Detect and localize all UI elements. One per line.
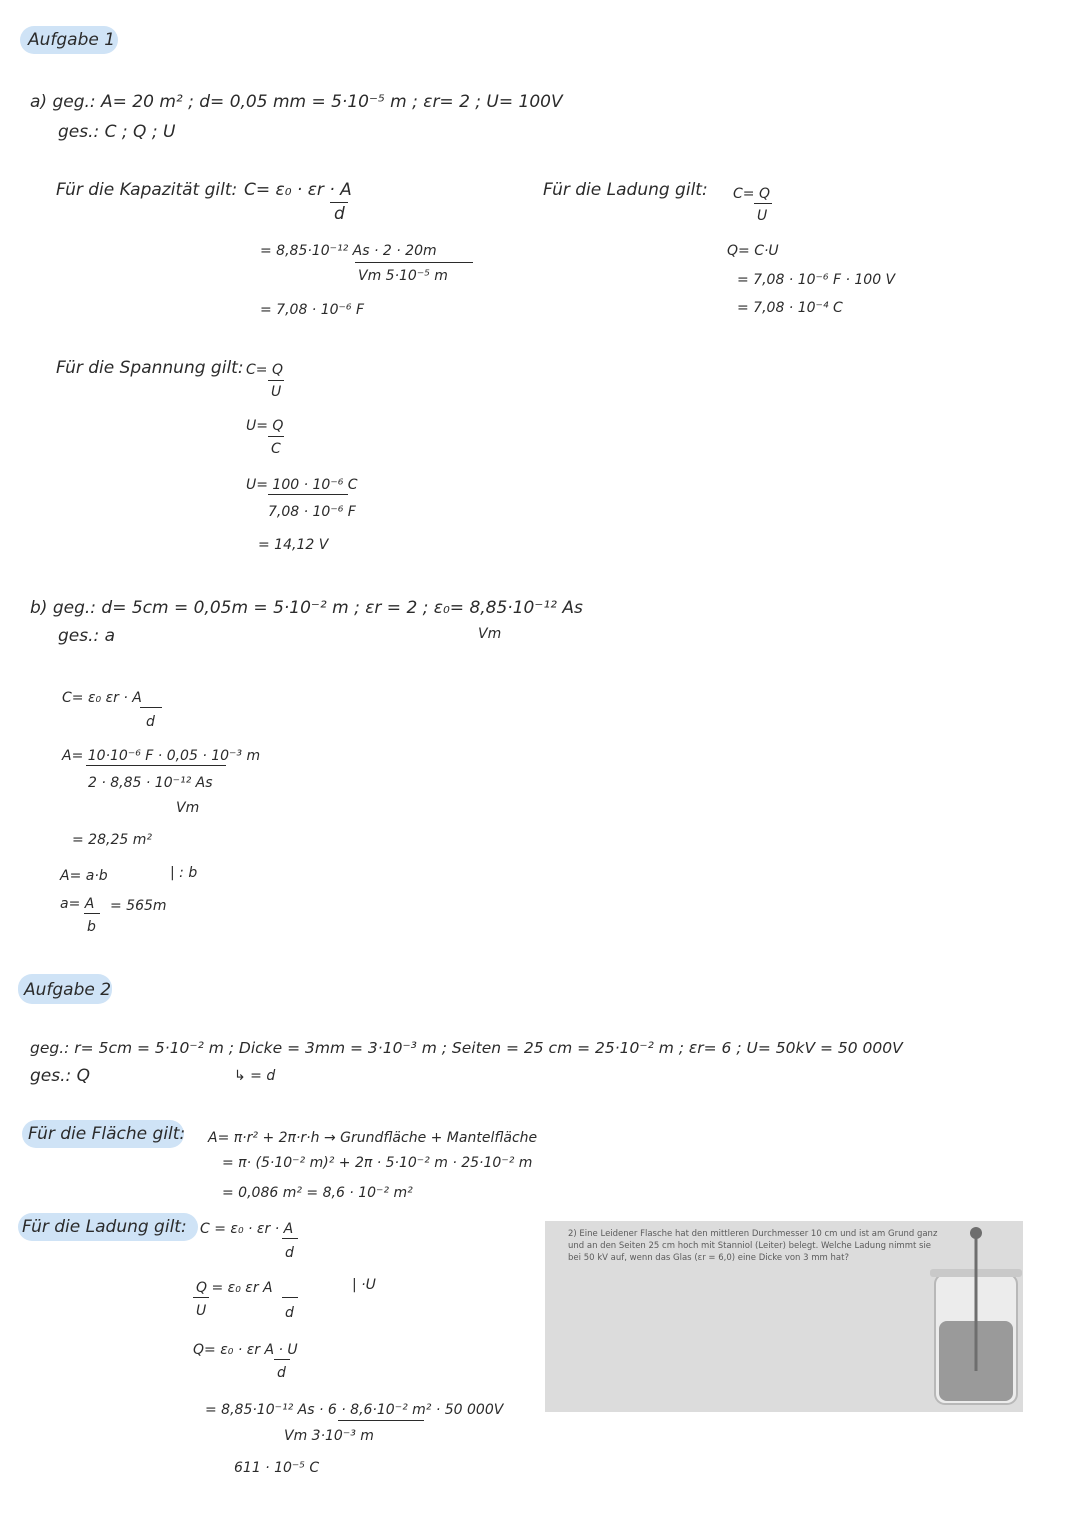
area-substitution: = π· (5·10⁻² m)² + 2π · 5·10⁻² m · 25·10⁻² m	[222, 1155, 533, 1171]
charge-label: Für die Ladung gilt:	[543, 180, 708, 200]
area-result: = 0,086 m² = 8,6 · 10⁻² m²	[222, 1185, 413, 1201]
part-b-area-formula: A= 10·10⁻⁶ F · 0,05 · 10⁻³ m	[62, 748, 261, 764]
fraction-bar	[330, 202, 348, 203]
charge-substitution-2-denominator: Vm 3·10⁻³ m	[284, 1428, 374, 1444]
part-b-rect-area: A= a·b	[60, 868, 108, 884]
charge-solve: Q= C·U	[727, 243, 779, 259]
area-formula: A= π·r² + 2π·r·h → Grundfläche + Mantelfläche	[208, 1130, 538, 1146]
task-photo-text: 2) Eine Leidener Flasche hat den mittleren Durchmesser 10 cm und ist am Grund ganz und an den Seiten 25 cm hoch mit Stanniol (Leiter) belegt. Welche Ladung nimmt sie bei 50 kV auf, wenn das Glas (εr = 6,0) eine Dicke von 3 mm hat?	[568, 1229, 938, 1263]
part-b-given: b) geg.: d= 5cm = 0,05m = 5·10⁻² m ; εr = 2 ; ε₀= 8,85·10⁻¹² As	[30, 598, 583, 618]
fraction-bar	[193, 1297, 209, 1298]
voltage-label: Für die Spannung gilt:	[56, 358, 244, 378]
voltage-substitution-denominator: 7,08 · 10⁻⁶ F	[268, 504, 356, 520]
charge-formula-2: C = ε₀ · εr · A	[200, 1221, 294, 1237]
voltage-result: = 14,12 V	[258, 537, 329, 553]
part-b-formula-denominator: d	[146, 714, 155, 730]
fraction-bar	[282, 1297, 298, 1298]
part-b-formula: C= ε₀ εr · A	[62, 690, 142, 706]
charge-substitution: = 7,08 · 10⁻⁶ F · 100 V	[737, 272, 896, 288]
task-2-sought: ges.: Q	[30, 1066, 91, 1086]
fraction-bar	[84, 913, 100, 914]
fraction-bar	[355, 262, 473, 263]
charge-rearranged-left-denominator: U	[196, 1303, 207, 1319]
part-a-sought: ges.: C ; Q ; U	[58, 122, 176, 142]
part-a-given: a) geg.: A= 20 m² ; d= 0,05 mm = 5·10⁻⁵ m ; εr= 2 ; U= 100V	[30, 92, 563, 112]
charge-rearranged-operation: | ·U	[352, 1277, 376, 1293]
part-b-area-denominator: 2 · 8,85 · 10⁻¹² As	[88, 775, 213, 791]
voltage-solve-denominator: C	[271, 441, 281, 457]
voltage-solve: U= Q	[246, 418, 284, 434]
task-2-given: geg.: r= 5cm = 5·10⁻² m ; Dicke = 3mm = 3·10⁻³ m ; Seiten = 25 cm = 25·10⁻² m ; εr= 6 ; U= 50kV = 50 000V	[30, 1039, 903, 1057]
capacitance-substitution: = 8,85·10⁻¹² As · 2 · 20m	[260, 243, 437, 259]
charge-result: = 7,08 · 10⁻⁴ C	[737, 300, 843, 316]
charge-formula-2-denominator: d	[285, 1245, 294, 1261]
part-b-area-denominator-unit: Vm	[176, 800, 200, 816]
fraction-bar	[282, 1238, 298, 1239]
voltage-substitution: U= 100 · 10⁻⁶ C	[246, 477, 358, 493]
fraction-bar	[268, 436, 284, 437]
fraction-bar	[140, 707, 162, 708]
area-label: Für die Fläche gilt:	[28, 1124, 186, 1144]
fraction-bar	[338, 1420, 424, 1421]
charge-rearranged-right-denominator: d	[285, 1305, 294, 1321]
capacitance-result: = 7,08 · 10⁻⁶ F	[260, 302, 365, 318]
part-b-side-formula: a= A	[60, 896, 95, 912]
part-b-area-result: = 28,25 m²	[72, 832, 152, 848]
part-b-sought: ges.: a	[58, 626, 116, 646]
voltage-formula-denominator: U	[271, 384, 282, 400]
capacitance-substitution-denominator: Vm 5·10⁻⁵ m	[358, 268, 448, 284]
capacitance-formula-denominator: d	[334, 204, 345, 224]
charge-formula-denominator: U	[757, 208, 768, 224]
fraction-bar	[754, 203, 772, 204]
charge-formula: C= Q	[733, 186, 770, 202]
task-2-title: Aufgabe 2	[24, 980, 112, 1000]
part-b-given-unit: Vm	[478, 626, 502, 642]
thickness-arrow-note: ↳ = d	[234, 1068, 276, 1084]
fraction-bar	[274, 1359, 290, 1360]
part-b-side-result: = 565m	[110, 898, 167, 914]
task-1-title: Aufgabe 1	[28, 30, 116, 50]
capacitance-label: Für die Kapazität gilt:	[56, 180, 238, 200]
charge-result-2: 611 · 10⁻⁵ C	[234, 1460, 320, 1476]
fraction-bar	[86, 765, 226, 766]
fraction-bar	[268, 380, 284, 381]
charge-rearranged: Q = ε₀ εr A	[196, 1280, 273, 1296]
charge-solve-2: Q= ε₀ · εr A · U	[193, 1342, 298, 1358]
charge-solve-2-denominator: d	[277, 1365, 286, 1381]
voltage-formula: C= Q	[246, 362, 283, 378]
charge-label-2: Für die Ladung gilt:	[22, 1217, 187, 1237]
part-b-side-denominator: b	[87, 919, 96, 935]
capacitance-formula: C= ε₀ · εr · A	[244, 180, 352, 200]
fraction-bar	[268, 494, 348, 495]
part-b-operation: | : b	[170, 865, 198, 881]
charge-substitution-2: = 8,85·10⁻¹² As · 6 · 8,6·10⁻² m² · 50 000V	[205, 1402, 504, 1418]
